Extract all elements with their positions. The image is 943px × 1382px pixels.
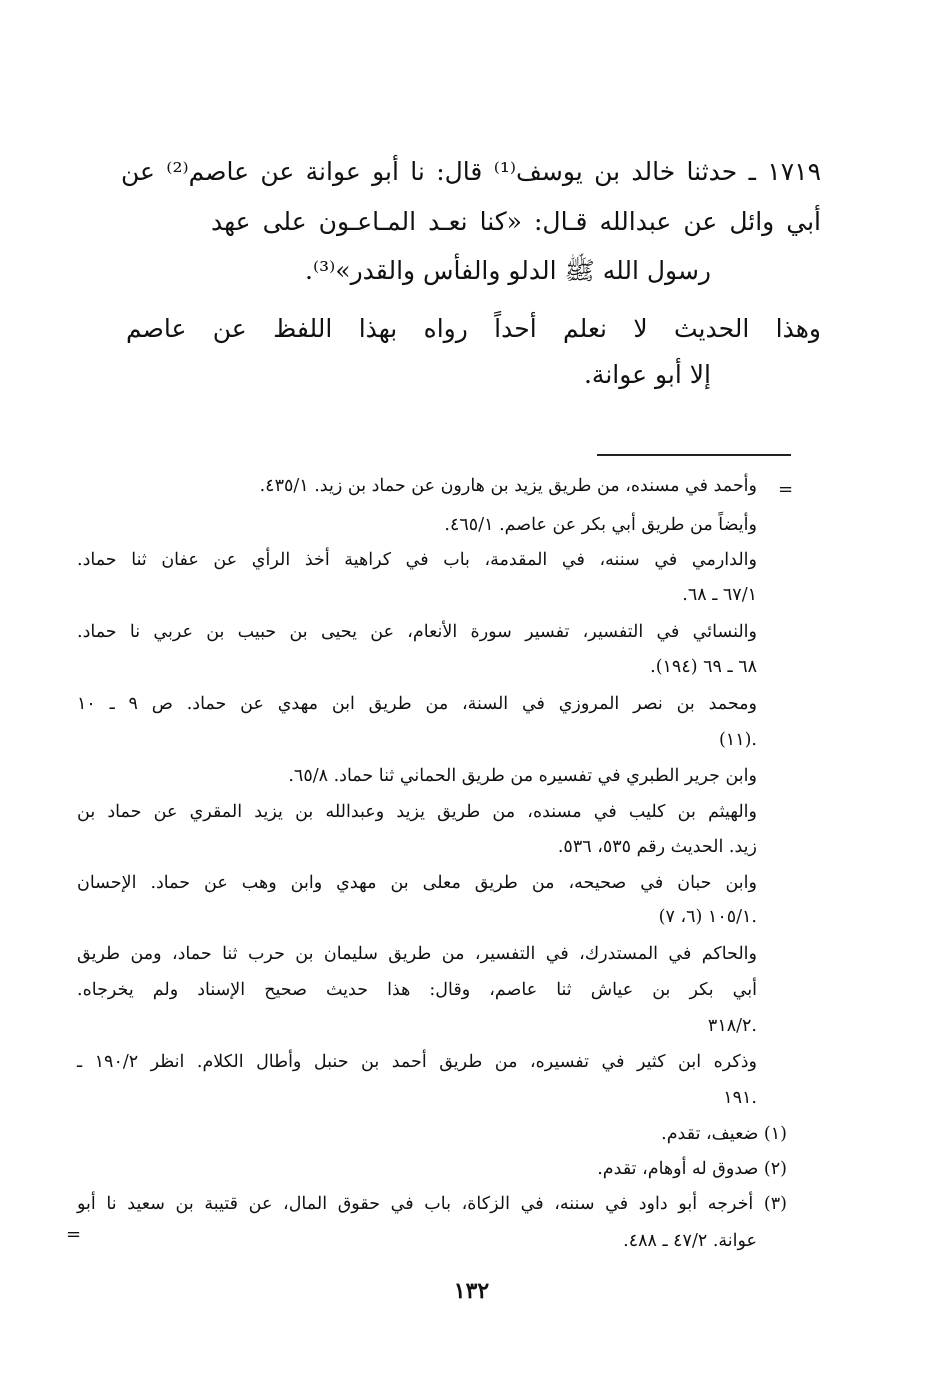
footnote-line: زيد. الحديث رقم ٥٣٥، ٥٣٦. [557, 837, 757, 857]
footnote-line: والنسائي في التفسير، تفسير سورة الأنعام، عن يحيى بن حبيب بن عربي نا حماد. [77, 622, 757, 642]
commentary-line-1: وهذا الحديث لا نعلم أحداً رواه بهذا اللفظ عن عاصم [126, 314, 821, 343]
footnote-line: والدارمي في سننه، في المقدمة، باب في كراهية أخذ الرأي عن عفان ثنا حماد. [77, 550, 757, 570]
footnote-line: (١١). [718, 730, 757, 750]
hadith-line-3: رسول الله ﷺ الدلو والفأس والقدر»⁽³⁾. [305, 256, 711, 285]
footnote-line: والهيثم بن كليب في مسنده، من طريق يزيد وعبدالله بن يزيد المقري عن حماد بن [77, 802, 757, 822]
commentary-line-2: إلا أبو عوانة. [583, 360, 711, 389]
footnote-line: ٣١٨/٢. [707, 1016, 757, 1036]
footnote-3: (٣) أخرجه أبو داود في سننه، في الزكاة، باب في حقوق المال، عن قتيبة بن سعيد نا أبو [77, 1194, 787, 1214]
footnote-line: وأيضاً من طريق أبي بكر عن عاصم. ٤٦٥/١. [444, 515, 757, 535]
footnote-line: وابن حبان في صحيحه، من طريق معلى بن مهدي وابن وهب عن حماد. الإحسان [77, 873, 757, 893]
continuation-mark: = [778, 479, 794, 500]
footnote-1: (١) ضعيف، تقدم. [661, 1124, 787, 1144]
footnote-line: ١٩١. [723, 1088, 757, 1108]
footnote-line: ٦٧/١ ـ ٦٨. [682, 585, 757, 605]
hadith-line-1: ١٧١٩ ـ حدثنا خالد بن يوسف⁽¹⁾ قال: نا أبو عوانة عن عاصم⁽²⁾ عن [121, 157, 821, 186]
footnote-separator [597, 454, 791, 456]
footnote-line: ومحمد بن نصر المروزي في السنة، من طريق ابن مهدي عن حماد. ص ٩ ـ ١٠ [77, 694, 757, 714]
footnote-line: وذكره ابن كثير في تفسيره، من طريق أحمد بن حنبل وأطال الكلام. انظر ١٩٠/٢ ـ [77, 1052, 757, 1072]
footnote-line: وأحمد في مسنده، من طريق يزيد بن هارون عن حماد بن زيد. ٤٣٥/١. [259, 476, 757, 496]
footnote-3-cont: عوانة. ٤٧/٢ ـ ٤٨٨. [623, 1231, 757, 1251]
footnote-line: ٦٨ ـ ٦٩ (١٩٤). [650, 657, 757, 677]
footnote-line: ١٠٥/١ (٦، ٧). [658, 907, 757, 927]
footnote-line: والحاكم في المستدرك، في التفسير، من طريق سليمان بن حرب ثنا حماد، ومن طريق [77, 944, 757, 964]
footnote-2: (٢) صدوق له أوهام، تقدم. [597, 1159, 787, 1179]
hadith-line-2: أبي وائل عن عبدالله قـال: «كنا نعـد المـاعـون على عهد [211, 207, 821, 236]
footnote-line: وابن جرير الطبري في تفسيره من طريق الحماني ثنا حماد. ٦٥/٨. [288, 766, 757, 786]
end-mark: = [66, 1224, 82, 1245]
footnote-line: أبي بكر بن عياش ثنا عاصم، وقال: هذا حديث صحيح الإسناد ولم يخرجاه. [77, 980, 757, 1000]
page-number: ١٣٢ [453, 1278, 490, 1304]
